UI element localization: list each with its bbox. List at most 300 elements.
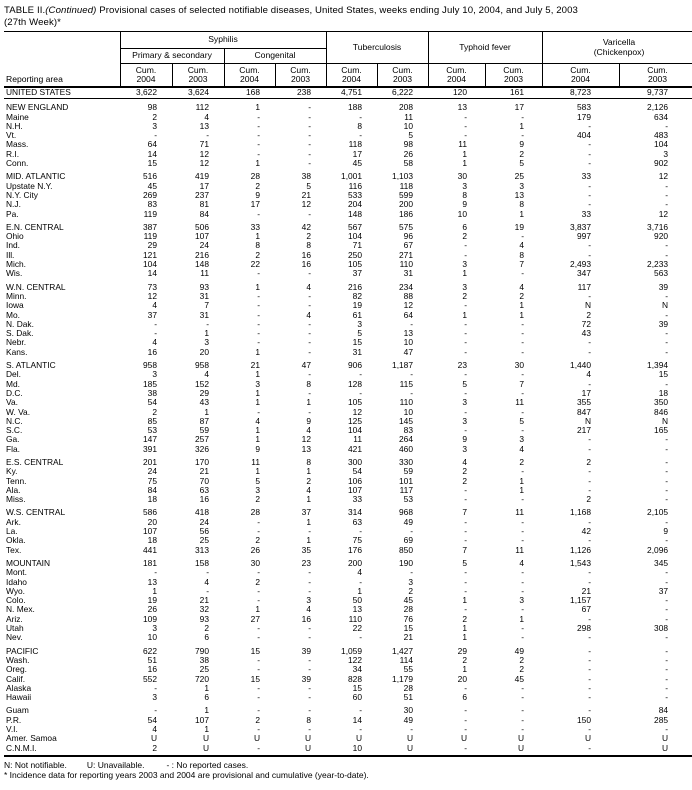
value-cell: 419: [195, 171, 209, 182]
value-cell: -: [588, 645, 591, 656]
value-cell: 200: [348, 557, 362, 568]
value-cell: 1: [255, 426, 260, 436]
value-cell: -: [257, 310, 260, 320]
table-row: [4, 744, 692, 756]
value-cell: 583: [577, 102, 591, 113]
value-cell: -: [588, 577, 591, 587]
value-cell: 13: [403, 329, 413, 339]
table-row: [4, 380, 692, 389]
value-cell: 2: [204, 624, 209, 634]
value-cell: 6: [462, 693, 467, 703]
value-cell: -: [257, 693, 260, 703]
reporting-area-cell: S. Dak.: [6, 329, 34, 339]
value-cell: -: [359, 527, 362, 537]
value-cell: 1: [204, 407, 209, 417]
table-body: [4, 87, 692, 756]
value-cell: 21: [199, 467, 209, 477]
value-cell: 176: [348, 545, 362, 555]
value-cell: 170: [195, 456, 209, 467]
col-header-cum-2004: Cum. 2004: [326, 64, 377, 88]
value-cell: 9: [255, 444, 260, 454]
value-cell: 33: [250, 221, 260, 232]
value-cell: 2: [306, 232, 311, 242]
value-cell: 345: [654, 557, 669, 568]
value-cell: 285: [654, 715, 669, 725]
reporting-area-cell: Mass.: [6, 140, 29, 150]
value-cell: 25: [199, 665, 209, 675]
col-header-cum-2004: Cum. 2004: [224, 64, 275, 88]
value-cell: 4: [306, 426, 311, 436]
reporting-area-cell: Calif.: [6, 674, 26, 684]
value-cell: 81: [199, 200, 209, 210]
value-cell: 29: [199, 388, 209, 398]
value-cell: 1: [306, 398, 311, 408]
value-cell: 9,737: [619, 87, 692, 99]
reporting-area-cell: MID. ATLANTIC: [6, 171, 66, 182]
col-header-cum-2003: Cum. 2003: [275, 64, 326, 88]
value-cell: 22: [250, 260, 260, 270]
value-cell: 58: [403, 159, 413, 169]
reporting-area-cell: Pa.: [6, 209, 19, 219]
reporting-area-cell: Ariz.: [6, 614, 23, 624]
value-cell: -: [308, 633, 311, 643]
table-row: [4, 260, 692, 269]
value-cell: 2: [462, 614, 467, 624]
value-cell: 39: [658, 319, 669, 329]
table-row: [4, 426, 692, 435]
table-row: [4, 122, 692, 131]
footnote-symbols: [4, 760, 690, 771]
value-cell: -: [257, 319, 260, 329]
value-cell: 72: [581, 319, 591, 329]
value-cell: 43: [199, 398, 209, 408]
value-cell: -: [521, 319, 524, 329]
value-cell: -: [257, 269, 260, 279]
value-cell: 3,624: [172, 87, 224, 99]
value-cell: -: [588, 633, 591, 643]
value-cell: 1,440: [570, 360, 591, 371]
reporting-area-cell: Md.: [6, 379, 20, 389]
value-cell: -: [665, 181, 669, 191]
value-cell: -: [308, 370, 311, 380]
value-cell: 4: [519, 557, 524, 568]
value-cell: 8: [306, 379, 311, 389]
value-cell: 391: [143, 444, 157, 454]
value-cell: 114: [399, 655, 413, 665]
value-cell: 83: [147, 200, 157, 210]
value-cell: -: [206, 131, 209, 141]
value-cell: 16: [301, 260, 311, 270]
value-cell: 1: [204, 725, 209, 734]
value-cell: 216: [195, 250, 209, 260]
value-cell: 17: [581, 388, 591, 398]
value-cell: 2: [120, 744, 172, 756]
value-cell: -: [154, 319, 157, 329]
value-cell: -: [588, 338, 591, 348]
value-cell: 968: [399, 507, 413, 518]
value-cell: 7: [519, 379, 524, 389]
value-cell: -: [308, 586, 311, 596]
value-cell: 59: [199, 426, 209, 436]
table-row: [4, 348, 692, 357]
value-cell: 10: [403, 121, 413, 131]
value-cell: 1: [255, 435, 260, 445]
col-header-cum-2004: Cum. 2004: [542, 64, 619, 88]
value-cell: 22: [352, 624, 362, 634]
value-cell: 98: [147, 102, 157, 113]
value-cell: 12: [199, 159, 209, 169]
value-cell: 271: [399, 250, 413, 260]
value-cell: -: [359, 131, 362, 141]
value-cell: 15: [250, 645, 260, 656]
value-cell: -: [665, 476, 669, 486]
value-cell: -: [665, 536, 669, 546]
value-cell: 1: [519, 209, 524, 219]
value-cell: -: [588, 149, 591, 159]
value-cell: -: [464, 347, 467, 357]
value-cell: 63: [352, 517, 362, 527]
value-cell: 69: [403, 536, 413, 546]
value-cell: 75: [147, 476, 157, 486]
value-cell: 790: [195, 645, 209, 656]
value-cell: 37: [301, 507, 311, 518]
value-cell: 118: [399, 181, 413, 191]
value-cell: 3: [152, 121, 157, 131]
value-cell: 11: [458, 140, 467, 150]
value-cell: 186: [399, 209, 413, 219]
value-cell: 2,493: [570, 260, 591, 270]
value-cell: 53: [147, 426, 157, 436]
value-cell: 70: [199, 476, 209, 486]
value-cell: -: [521, 633, 524, 643]
value-cell: 128: [348, 379, 362, 389]
value-cell: 2: [462, 655, 467, 665]
table-row: [4, 587, 692, 596]
value-cell: -: [588, 379, 591, 389]
value-cell: -: [308, 705, 311, 716]
value-cell: 16: [301, 250, 311, 260]
value-cell: 31: [199, 310, 209, 320]
value-cell: 11: [404, 112, 413, 122]
varicella-label-line1: Varicella: [602, 37, 636, 47]
value-cell: -: [359, 388, 362, 398]
value-cell: 483: [654, 131, 669, 141]
value-cell: -: [359, 705, 362, 716]
value-cell: 119: [143, 209, 157, 219]
reporting-area-cell: Conn.: [6, 159, 29, 169]
col-header-cum-2004: Cum. 2004: [428, 64, 485, 88]
value-cell: -: [308, 655, 311, 665]
value-cell: 3: [152, 693, 157, 703]
table-row: [4, 504, 692, 517]
value-cell: -: [665, 485, 669, 495]
value-cell: 110: [399, 260, 413, 270]
table-row: [4, 725, 692, 734]
value-cell: 8: [255, 241, 260, 251]
value-cell: 10: [147, 633, 157, 643]
value-cell: -: [257, 121, 260, 131]
value-cell: -: [665, 614, 669, 624]
value-cell: 3: [152, 624, 157, 634]
value-cell: 10: [457, 209, 467, 219]
value-cell: 14: [147, 269, 157, 279]
value-cell: 16: [301, 614, 311, 624]
value-cell: 12: [301, 200, 311, 210]
value-cell: 45: [352, 159, 362, 169]
value-cell: 846: [654, 407, 669, 417]
value-cell: 37: [147, 310, 157, 320]
value-cell: 21: [403, 633, 413, 643]
col-header-tuberculosis: Tuberculosis: [326, 32, 428, 64]
value-cell: -: [359, 112, 362, 122]
value-cell: -: [665, 605, 669, 615]
value-cell: -: [257, 131, 260, 141]
value-cell: 1: [255, 398, 260, 408]
value-cell: 104: [654, 140, 669, 150]
value-cell: 13: [514, 190, 524, 200]
reporting-area-cell: Vt.: [6, 131, 17, 141]
value-cell: 563: [654, 269, 669, 279]
value-cell: 1: [462, 149, 467, 159]
value-cell: 330: [399, 456, 413, 467]
reporting-area-cell: Wyo.: [6, 586, 26, 596]
value-cell: -: [588, 683, 591, 693]
value-cell: 3: [462, 281, 467, 292]
value-cell: U: [304, 734, 311, 744]
value-cell: -: [665, 568, 669, 578]
value-cell: -: [665, 665, 669, 675]
value-cell: 28: [250, 507, 260, 518]
col-header-cum-2003: Cum. 2003: [619, 64, 692, 88]
value-cell: 404: [577, 131, 591, 141]
value-cell: 2: [255, 536, 260, 546]
value-cell: 257: [195, 435, 209, 445]
value-cell: 19: [147, 596, 157, 606]
value-cell: 16: [147, 665, 157, 675]
value-cell: 2: [586, 495, 591, 505]
value-cell: 8: [306, 456, 311, 467]
value-cell: 88: [403, 291, 413, 301]
value-cell: 28: [403, 605, 413, 615]
reporting-area-cell: Nebr.: [6, 338, 27, 348]
value-cell: 98: [403, 140, 413, 150]
value-cell: 39: [301, 674, 311, 684]
value-cell: -: [588, 614, 591, 624]
reporting-area-cell: PACIFIC: [6, 645, 39, 656]
reporting-area-cell: Okla.: [6, 536, 26, 546]
value-cell: -: [464, 388, 467, 398]
value-cell: 3: [255, 379, 260, 389]
value-cell: 1,059: [341, 645, 362, 656]
value-cell: -: [521, 683, 524, 693]
reporting-area-cell: Ind.: [6, 241, 20, 251]
value-cell: -: [521, 426, 524, 436]
value-cell: 2: [255, 577, 260, 587]
value-cell: 37: [658, 586, 669, 596]
value-cell: 45: [147, 181, 157, 191]
value-cell: 6,222: [377, 87, 428, 99]
value-cell: 51: [403, 693, 413, 703]
reporting-area-cell: Nev.: [6, 633, 23, 643]
value-cell: 18: [658, 388, 669, 398]
table-row: [4, 445, 692, 454]
table-row: [4, 398, 692, 407]
value-cell: -: [410, 725, 413, 734]
value-cell: 47: [301, 360, 311, 371]
value-cell: 105: [348, 398, 362, 408]
value-cell: -: [308, 209, 311, 219]
col-header-primary-secondary: Primary & secondary: [120, 49, 224, 64]
value-cell: 2,126: [647, 102, 669, 113]
value-cell: 552: [143, 674, 157, 684]
value-cell: 39: [658, 281, 669, 292]
value-cell: -: [665, 250, 669, 260]
value-cell: 1: [462, 624, 467, 634]
value-cell: 2: [255, 181, 260, 191]
value-cell: 84: [147, 485, 157, 495]
table-row: [4, 435, 692, 444]
value-cell: 13: [301, 444, 311, 454]
value-cell: -: [257, 596, 260, 606]
value-cell: -: [257, 149, 260, 159]
value-cell: 119: [143, 232, 157, 242]
value-cell: 185: [143, 379, 157, 389]
value-cell: -: [665, 577, 669, 587]
value-cell: 1: [462, 665, 467, 675]
table-row: [4, 292, 692, 301]
value-cell: 63: [199, 485, 209, 495]
value-cell: 21: [581, 586, 591, 596]
value-cell: 567: [348, 221, 362, 232]
value-cell: -: [308, 568, 311, 578]
value-cell: 4: [519, 444, 524, 454]
value-cell: 2: [152, 407, 157, 417]
value-cell: 64: [147, 140, 157, 150]
value-cell: 4: [519, 241, 524, 251]
value-cell: 54: [147, 398, 157, 408]
value-cell: 300: [348, 456, 362, 467]
value-cell: 84: [199, 209, 209, 219]
reporting-area-cell: N. Mex.: [6, 605, 35, 615]
title-continued: (Continued): [45, 5, 97, 16]
table-row: [4, 301, 692, 310]
value-cell: -: [308, 527, 311, 537]
value-cell: 3: [357, 319, 362, 329]
value-cell: 107: [195, 715, 209, 725]
value-cell: N: [661, 416, 669, 426]
value-cell: 1,187: [392, 360, 413, 371]
table-row: [4, 168, 692, 181]
value-cell: 23: [457, 360, 467, 371]
value-cell: 27: [250, 614, 260, 624]
value-cell: 21: [301, 190, 311, 200]
table-row: [4, 99, 692, 113]
value-cell: -: [521, 705, 524, 716]
value-cell: -: [521, 407, 524, 417]
value-cell: -: [588, 693, 591, 703]
table-row: [4, 555, 692, 568]
value-cell: 49: [403, 715, 413, 725]
value-cell: -: [521, 338, 524, 348]
value-cell: 17: [352, 149, 362, 159]
value-cell: 10: [403, 407, 413, 417]
value-cell: -: [464, 683, 467, 693]
reporting-area-cell: Miss.: [6, 495, 26, 505]
reporting-area-cell: Ky.: [6, 467, 18, 477]
value-cell: -: [257, 329, 260, 339]
value-cell: 5: [519, 416, 524, 426]
table-row: [4, 140, 692, 149]
value-cell: 93: [199, 614, 209, 624]
reporting-area-cell: N.J.: [6, 200, 21, 210]
value-cell: 85: [147, 416, 157, 426]
value-cell: -: [521, 370, 524, 380]
value-cell: -: [206, 568, 209, 578]
col-header-cum-2003: Cum. 2003: [172, 64, 224, 88]
reporting-area-cell: Alaska: [6, 683, 32, 693]
value-cell: 1: [255, 605, 260, 615]
value-cell: 76: [403, 614, 413, 624]
value-cell: 3: [255, 485, 260, 495]
value-cell: 200: [399, 200, 413, 210]
value-cell: 12: [301, 435, 311, 445]
table-row: [4, 370, 692, 379]
value-cell: 12: [658, 171, 669, 182]
value-cell: 3: [663, 149, 669, 159]
table-row: [4, 467, 692, 476]
value-cell: 958: [195, 360, 209, 371]
value-cell: 5: [306, 181, 311, 191]
table-row: [4, 269, 692, 278]
reporting-area-cell: Mich.: [6, 260, 27, 270]
value-cell: 1: [519, 121, 524, 131]
value-cell: -: [588, 291, 591, 301]
value-cell: -: [464, 568, 467, 578]
value-cell: 5: [462, 557, 467, 568]
table-row: [4, 389, 692, 398]
footnote-asterisk: * Incidence data for reporting years 2003 and 2004 are provisional and cumulative (year-to-date).: [4, 770, 369, 781]
value-cell: 18: [147, 536, 157, 546]
value-cell: 181: [143, 557, 157, 568]
value-cell: -: [521, 527, 524, 537]
reporting-area-cell: Ohio: [6, 232, 24, 242]
value-cell: 19: [514, 221, 524, 232]
value-cell: 204: [348, 200, 362, 210]
reporting-area-cell: NEW ENGLAND: [6, 102, 69, 113]
value-cell: 4: [255, 416, 260, 426]
value-cell: 5: [462, 379, 467, 389]
value-cell: -: [464, 121, 467, 131]
value-cell: 12: [147, 291, 157, 301]
table-row: [4, 113, 692, 122]
value-cell: U: [253, 734, 260, 744]
value-cell: 4: [306, 310, 311, 320]
value-cell: 16: [147, 347, 157, 357]
value-cell: -: [665, 655, 669, 665]
value-cell: 7: [462, 545, 467, 555]
value-cell: 9: [255, 190, 260, 200]
value-cell: -: [308, 319, 311, 329]
table-row: [4, 159, 692, 168]
value-cell: U: [517, 734, 524, 744]
value-cell: 26: [403, 149, 413, 159]
value-cell: 460: [399, 444, 413, 454]
col-header-reporting-area: Reporting area: [4, 32, 120, 88]
table-row: [4, 734, 692, 743]
table-row: [4, 408, 692, 417]
value-cell: 850: [399, 545, 413, 555]
value-cell: -: [308, 291, 311, 301]
